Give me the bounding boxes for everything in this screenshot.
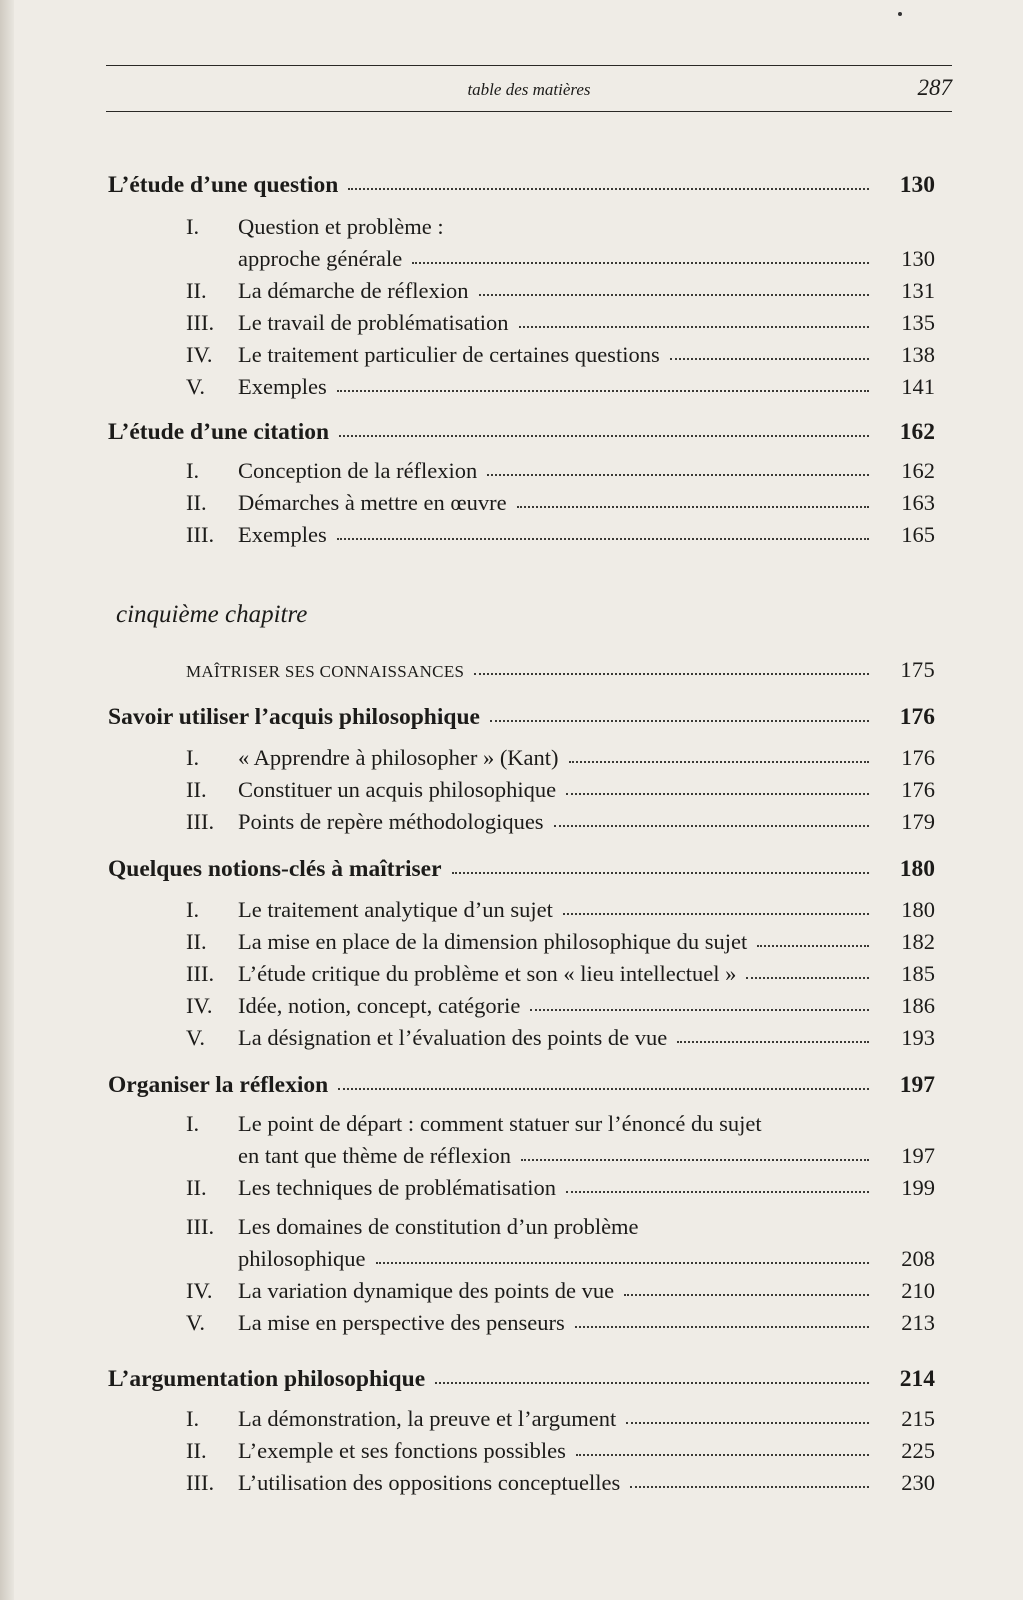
- toc-label: Le travail de problématisation: [238, 310, 509, 335]
- toc-entry: [238, 1143, 935, 1169]
- toc-page-number: 138: [901, 342, 935, 367]
- toc-page-number: 176: [901, 777, 935, 802]
- toc-section: [108, 856, 935, 883]
- toc-page-number: 199: [901, 1175, 935, 1200]
- toc-entry: [186, 1111, 935, 1137]
- toc-label: Le traitement particulier de certaines questions: [238, 342, 660, 367]
- dot-leader: [338, 1088, 869, 1090]
- chapter-label: cinquième chapitre: [116, 601, 308, 628]
- toc-label: Idée, notion, concept, catégorie: [238, 993, 521, 1018]
- dot-leader: [348, 188, 869, 190]
- toc-roman-numeral: V.: [186, 374, 205, 399]
- dot-leader: [521, 1159, 869, 1161]
- toc-label: en tant que thème de réflexion: [238, 1143, 512, 1168]
- toc-entry: [186, 374, 935, 400]
- toc-entry: [186, 278, 935, 304]
- toc-page-number: 197: [899, 1072, 935, 1098]
- toc-page-number: 130: [901, 246, 935, 271]
- dot-leader: [487, 474, 869, 476]
- dot-leader: [630, 1486, 869, 1488]
- toc-roman-numeral: II.: [186, 777, 207, 802]
- toc-entry: [186, 897, 935, 923]
- toc-page-number: 165: [901, 522, 935, 547]
- dot-leader: [746, 977, 869, 979]
- dot-leader: [519, 326, 869, 328]
- toc-roman-numeral: III.: [186, 310, 215, 335]
- toc-roman-numeral: I.: [186, 1111, 200, 1136]
- dot-leader: [337, 538, 869, 540]
- toc-section: [108, 172, 935, 199]
- toc-page-number: 210: [901, 1278, 935, 1303]
- toc-label: Le point de départ : comment statuer sur l’énoncé du sujet: [238, 1111, 762, 1136]
- toc-entry: [186, 745, 935, 771]
- toc-label: Organiser la réflexion: [108, 1072, 329, 1098]
- toc-entry: [186, 1175, 935, 1201]
- dot-leader: [670, 358, 869, 360]
- toc-section: [108, 1366, 935, 1393]
- dot-leader: [563, 913, 869, 915]
- toc-label: Exemples: [238, 374, 327, 399]
- toc-roman-numeral: III.: [186, 1470, 215, 1495]
- dot-leader: [376, 1262, 870, 1264]
- toc-label: Constituer un acquis philosophique: [238, 777, 557, 802]
- toc-page-number: 180: [901, 897, 935, 922]
- toc-entry: [186, 809, 935, 835]
- dot-leader: [626, 1422, 869, 1424]
- toc-label: Question et problème :: [238, 214, 444, 239]
- toc-page-number: 179: [901, 809, 935, 834]
- toc-entry: [186, 1310, 935, 1336]
- toc-roman-numeral: II.: [186, 929, 207, 954]
- toc-roman-numeral: III.: [186, 961, 215, 986]
- toc-label: Savoir utiliser l’acquis philosophique: [108, 704, 480, 730]
- toc-roman-numeral: V.: [186, 1310, 205, 1335]
- running-title: table des matières: [467, 80, 591, 99]
- toc-page-number: 162: [899, 419, 935, 445]
- toc-entry: [186, 522, 935, 548]
- toc-label: La variation dynamique des points de vue: [238, 1278, 615, 1303]
- toc-part-heading: [186, 657, 935, 683]
- toc-label: Les domaines de constitution d’un problème: [238, 1214, 639, 1239]
- toc-roman-numeral: II.: [186, 1438, 207, 1463]
- toc-page-number: 197: [901, 1143, 935, 1168]
- toc-label: La démonstration, la preuve et l’argument: [238, 1406, 617, 1431]
- toc-page-number: 225: [901, 1438, 935, 1463]
- dot-leader: [624, 1294, 869, 1296]
- toc-entry: [186, 1470, 935, 1496]
- toc-page-number: 182: [901, 929, 935, 954]
- toc-label: L’étude d’une question: [108, 172, 339, 198]
- toc-roman-numeral: III.: [186, 522, 215, 547]
- toc-page-number: 230: [901, 1470, 935, 1495]
- toc-label: Conception de la réflexion: [238, 458, 478, 483]
- toc-entry: [186, 929, 935, 955]
- toc-page-number: 176: [901, 745, 935, 770]
- toc-page-number: 214: [899, 1366, 935, 1392]
- toc-roman-numeral: V.: [186, 1025, 205, 1050]
- toc-roman-numeral: II.: [186, 278, 207, 303]
- toc-page-number: 135: [901, 310, 935, 335]
- toc-entry: [186, 993, 935, 1019]
- dot-leader: [554, 825, 869, 827]
- toc-roman-numeral: III.: [186, 1214, 215, 1239]
- toc-page-number: 208: [901, 1246, 935, 1271]
- toc-entry: [186, 310, 935, 336]
- toc-entry: [238, 246, 935, 272]
- toc-label: L’utilisation des oppositions conceptuelles: [238, 1470, 621, 1495]
- dot-leader: [412, 262, 869, 264]
- toc-roman-numeral: I.: [186, 458, 200, 483]
- toc-entry: [186, 961, 935, 987]
- dot-leader: [576, 1454, 869, 1456]
- toc-label: La mise en place de la dimension philosophique du sujet: [238, 929, 748, 954]
- dot-leader: [530, 1009, 869, 1011]
- toc-section: [108, 704, 935, 731]
- dot-leader: [569, 761, 869, 763]
- toc-page-number: 163: [901, 490, 935, 515]
- toc-label: La démarche de réflexion: [238, 278, 469, 303]
- toc-page-number: 180: [899, 856, 935, 882]
- toc-page-number: 215: [901, 1406, 935, 1431]
- toc-roman-numeral: I.: [186, 745, 200, 770]
- dot-leader: [490, 720, 869, 722]
- toc-page-number: 186: [901, 993, 935, 1018]
- toc-label: Quelques notions-clés à maîtriser: [108, 856, 442, 882]
- toc-label: Les techniques de problématisation: [238, 1175, 557, 1200]
- toc-roman-numeral: IV.: [186, 342, 213, 367]
- toc-label: approche générale: [238, 246, 403, 271]
- toc-roman-numeral: I.: [186, 214, 200, 239]
- dot-leader: [337, 390, 869, 392]
- toc-entry: [186, 1278, 935, 1304]
- toc-entry: [186, 342, 935, 368]
- toc-roman-numeral: I.: [186, 1406, 200, 1431]
- dot-leader: [757, 945, 869, 947]
- toc-label: L’exemple et ses fonctions possibles: [238, 1438, 566, 1463]
- toc-label: MAÎTRISER SES CONNAISSANCES: [186, 662, 465, 681]
- toc-entry: [238, 1246, 935, 1272]
- toc-label: « Apprendre à philosopher » (Kant): [238, 745, 559, 770]
- page-number: 287: [917, 75, 952, 100]
- toc-roman-numeral: IV.: [186, 1278, 213, 1303]
- dot-leader: [677, 1041, 869, 1043]
- toc-label: Le traitement analytique d’un sujet: [238, 897, 553, 922]
- toc-label: Exemples: [238, 522, 327, 547]
- dot-leader: [435, 1382, 869, 1384]
- toc-page-number: 213: [901, 1310, 935, 1335]
- toc-roman-numeral: IV.: [186, 993, 213, 1018]
- toc-entry: [186, 777, 935, 803]
- dot-leader: [566, 793, 869, 795]
- dot-leader: [474, 673, 869, 675]
- toc-page-number: 141: [901, 374, 935, 399]
- dot-leader: [339, 435, 869, 437]
- dot-leader: [452, 872, 869, 874]
- toc-page-number: 175: [900, 657, 935, 682]
- toc-entry: [186, 1214, 935, 1240]
- toc-label: La désignation et l’évaluation des points de vue: [238, 1025, 668, 1050]
- toc-roman-numeral: III.: [186, 809, 215, 834]
- toc-label: Points de repère méthodologiques: [238, 809, 544, 834]
- toc-entry: [186, 1438, 935, 1464]
- toc-label: philosophique: [238, 1246, 366, 1271]
- toc-page-number: 162: [901, 458, 935, 483]
- toc-page-number: 185: [901, 961, 935, 986]
- toc-label: Démarches à mettre en œuvre: [238, 490, 507, 515]
- toc-entry: [186, 1406, 935, 1432]
- toc-page-number: 193: [901, 1025, 935, 1050]
- toc-roman-numeral: I.: [186, 897, 200, 922]
- toc-label: L’argumentation philosophique: [108, 1366, 426, 1392]
- toc-label: L’étude d’une citation: [108, 419, 330, 445]
- toc-page-number: 130: [899, 172, 935, 198]
- toc-label: L’étude critique du problème et son « lieu intellectuel »: [238, 961, 737, 986]
- dot-leader: [566, 1191, 869, 1193]
- toc-section: [108, 1072, 935, 1099]
- toc-section: [108, 419, 935, 446]
- dot-leader: [479, 294, 870, 296]
- toc-roman-numeral: II.: [186, 1175, 207, 1200]
- toc-roman-numeral: II.: [186, 490, 207, 515]
- toc-entry: [186, 214, 935, 240]
- dot-leader: [575, 1326, 869, 1328]
- toc-entry: [186, 458, 935, 484]
- toc-entry: [186, 490, 935, 516]
- toc-label: La mise en perspective des penseurs: [238, 1310, 565, 1335]
- dot-leader: [517, 506, 869, 508]
- toc-page-number: 131: [901, 278, 935, 303]
- toc-entry: [186, 1025, 935, 1051]
- toc-page-number: 176: [899, 704, 935, 730]
